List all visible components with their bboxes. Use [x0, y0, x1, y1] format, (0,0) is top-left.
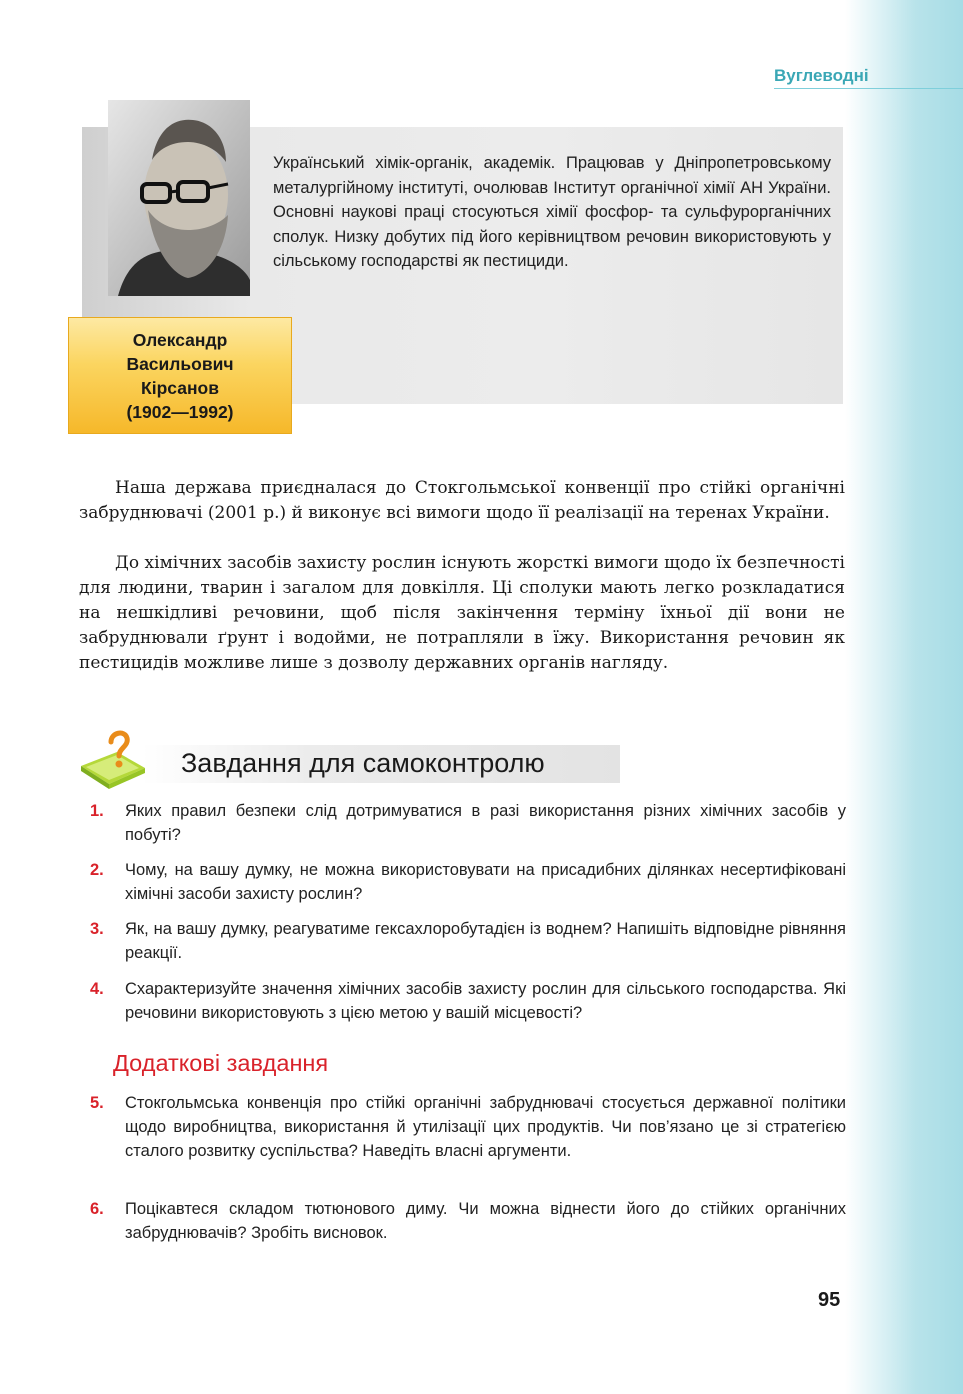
task-text: Як, на вашу думку, реагуватиме гексахлоробутадієн із воднем? Напишіть відповідне рівняння реакції. [125, 920, 846, 962]
page-edge-band [845, 0, 963, 1394]
task-number: 5. [90, 1094, 104, 1112]
body-paragraph-1: Наша держава приєдналася до Стокгольмської конвенції про стійкі органічні забруднювачі (2001 р.) й виконує всі вимоги щодо її реалізації на теренах України. [79, 478, 845, 523]
task-item [90, 858, 846, 906]
task-text: Схарактеризуйте значення хімічних засобів захисту рослин для сільського господарства. Які речовини використовують з цією метою у вашій місцевості? [125, 980, 846, 1022]
task-text: Яких правил безпеки слід дотримуватися в разі використання різних хімічних засобів у побуті? [125, 802, 846, 844]
task-number: 2. [90, 861, 104, 879]
self-control-title: Завдання для самоконтролю [181, 748, 545, 778]
task-number: 6. [90, 1200, 104, 1218]
page-number: 95 [818, 1289, 841, 1311]
question-book-icon [77, 726, 149, 790]
running-header: Вуглеводні [774, 66, 963, 89]
biography-text: Український хімік-органік, академік. Працював у Дніпропетровському металургійному інституті, очолював Інститут органічної хімії АН України. Основні наукові праці стосуються хімії фосфор- та сульфурорганічних сполук. Низку добутих під його керівництвом речовин використовують у сільському господарстві як пестициди. [273, 154, 831, 270]
life-years: (1902—1992) [126, 401, 234, 422]
task-text: Чому, на вашу думку, не можна використовувати на присадибних ділянках несертифіковані хімічні засоби захисту рослин? [125, 861, 846, 903]
task-item [90, 917, 846, 965]
task-item [90, 1197, 846, 1245]
additional-tasks-title: Додаткові завдання [113, 1050, 329, 1076]
task-number: 1. [90, 802, 104, 820]
task-text: Стокгольмська конвенція про стійкі органічні забруднювачі стосується державної політики щодо виробництва, використання й утилізації цих продуктів. Чи пов’язано це зі стратегією сталого розвитку суспільства? Наведіть власні аргументи. [125, 1094, 846, 1160]
name-surname: Кірсанов [141, 377, 219, 398]
body-paragraph-2: До хімічних засобів захисту рослин існують жорсткі вимоги щодо їх безпечності для людини, тварин і загалом для довкілля. Ці сполуки мають легко розкладатися на нешкідливі речовини, щоб після закінчення терміну їхньої дії вони не забруднювали ґрунт і водойми, не потрапляли в їжу. Використання речовин як пестицидів можливе лише з дозволу державних органів нагляду. [79, 553, 845, 673]
name-first: Олександр [132, 329, 228, 350]
scientist-name-card [68, 317, 292, 434]
task-number: 3. [90, 920, 104, 938]
portrait-photo [108, 100, 250, 296]
task-item [90, 799, 846, 847]
task-text: Поцікавтеся складом тютюнового диму. Чи можна віднести його до стійких органічних забруднювачів? Зробіть висновок. [125, 1200, 846, 1242]
name-patronymic: Васильович [126, 353, 234, 374]
task-item [90, 977, 846, 1025]
task-item [90, 1091, 846, 1163]
task-number: 4. [90, 980, 104, 998]
